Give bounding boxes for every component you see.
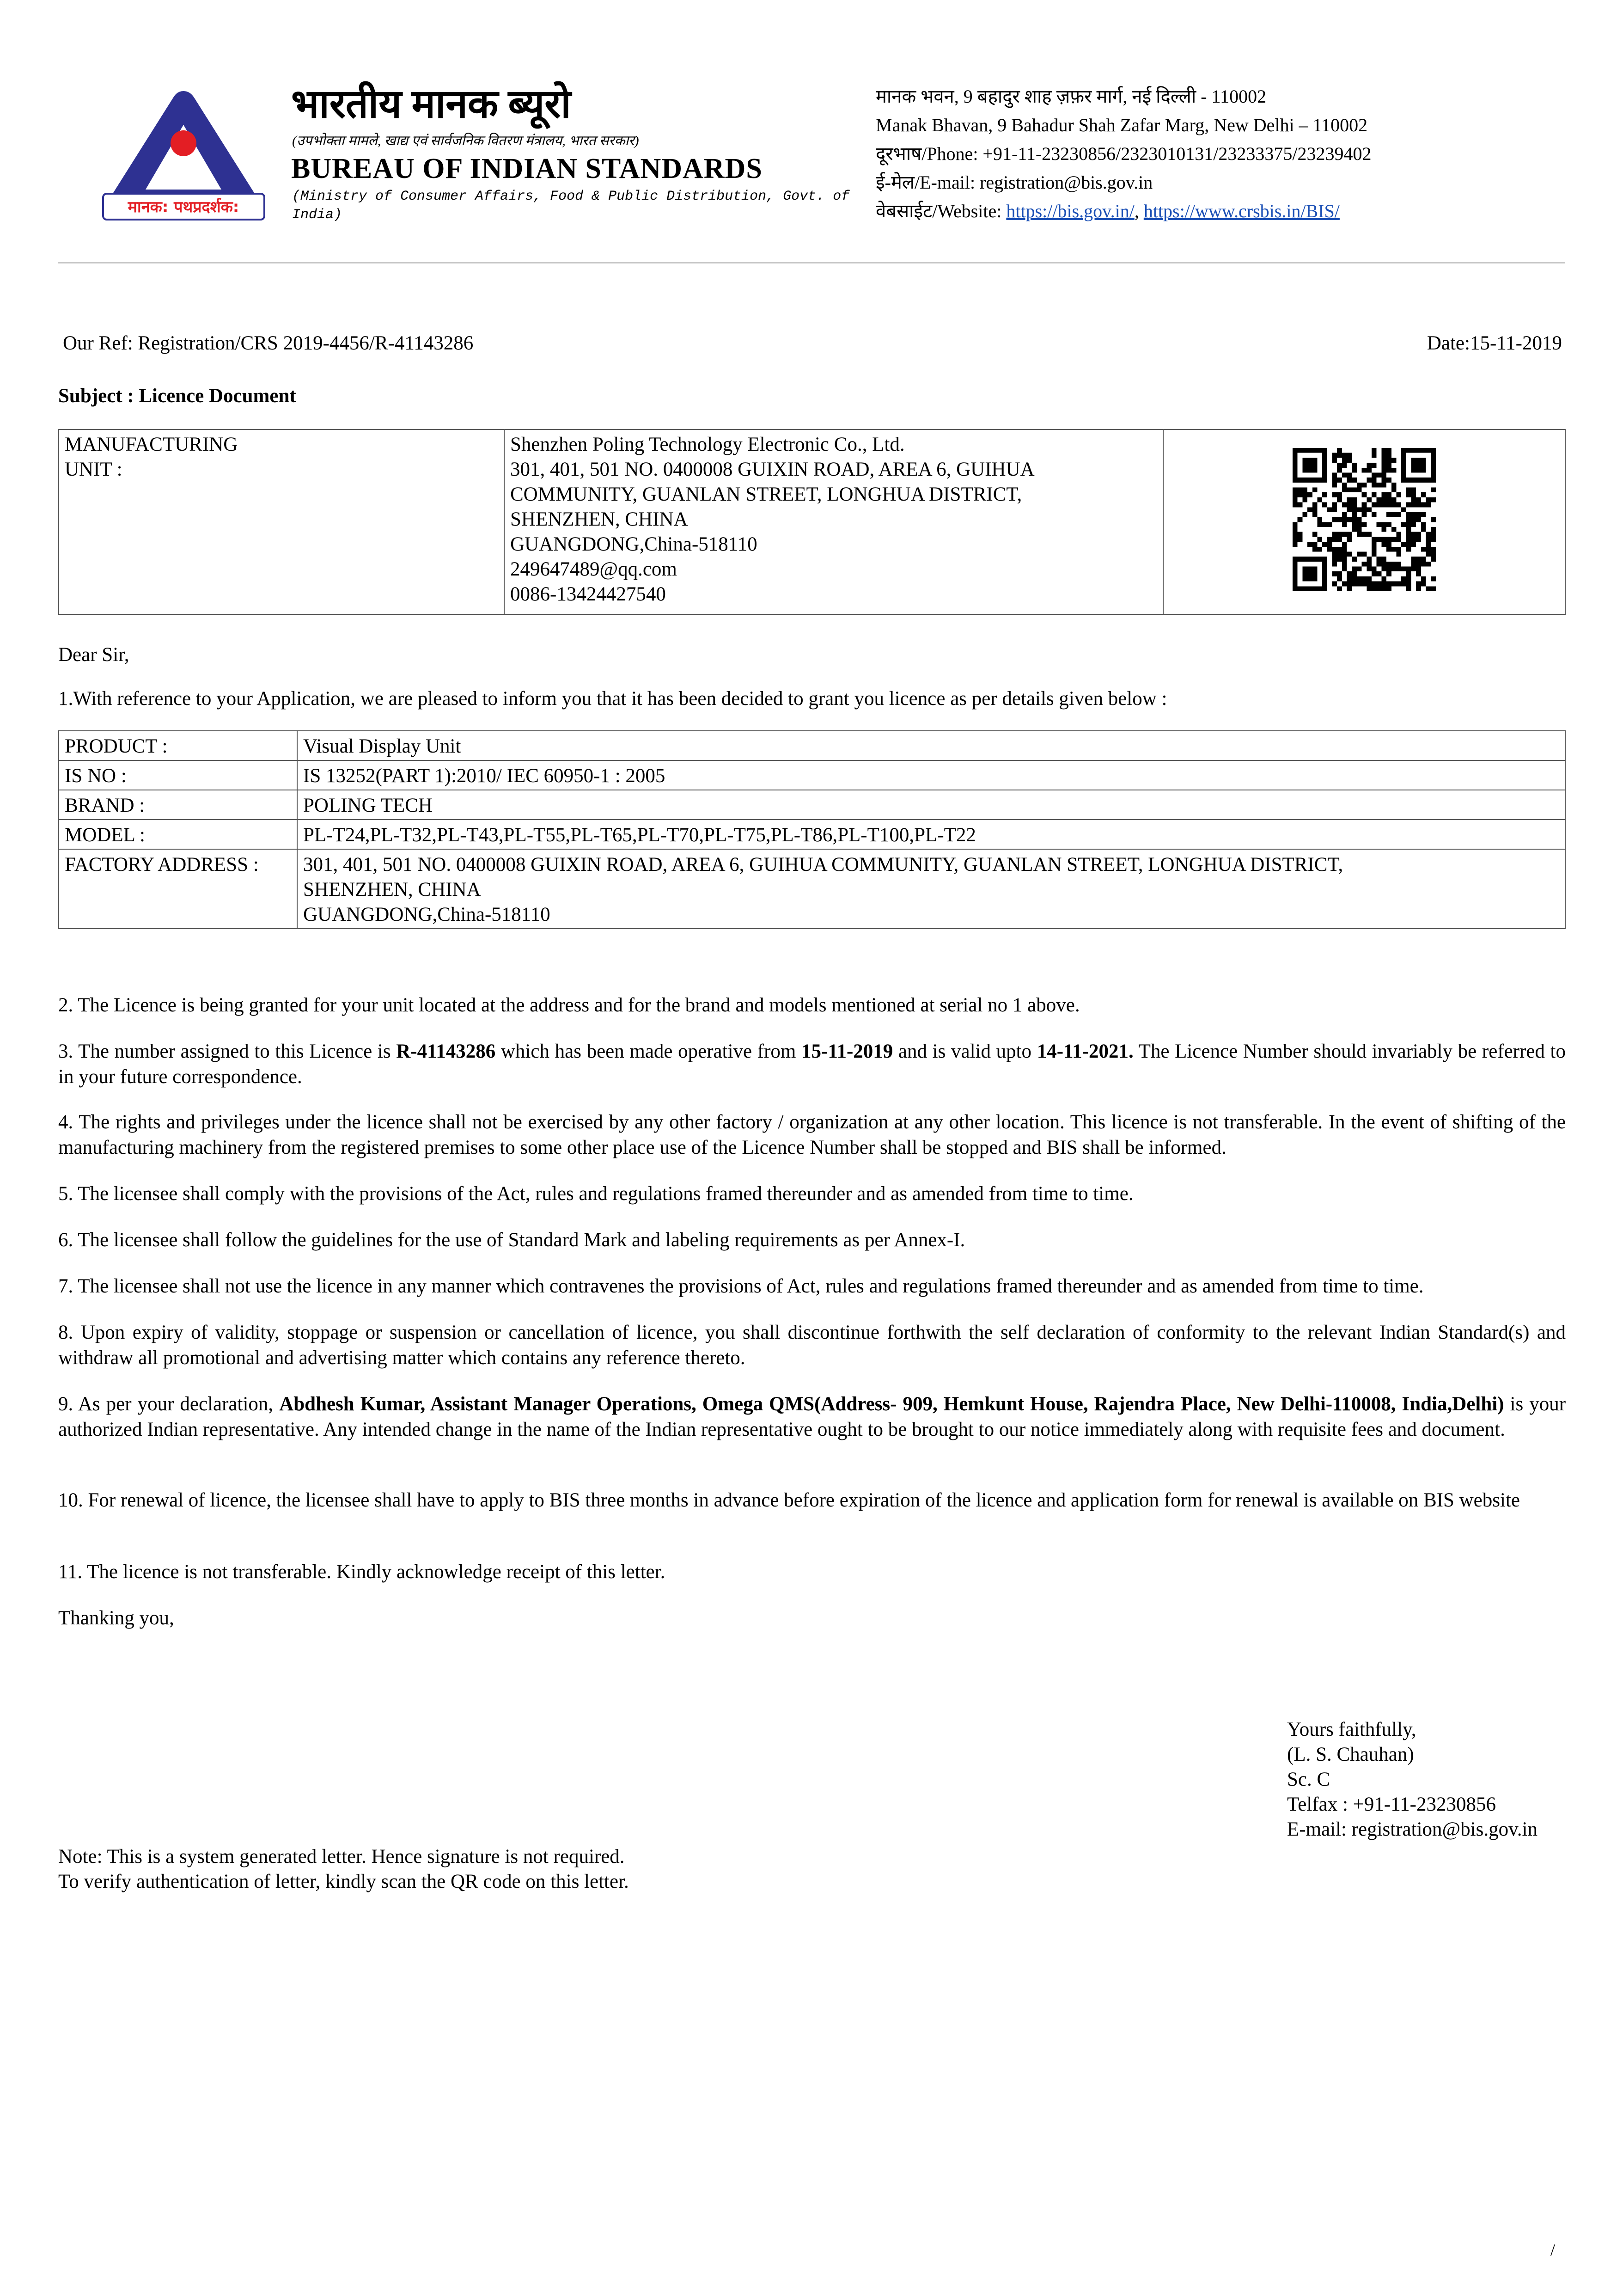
p9-text: is your authorized Indian representative. Any intended change in the name of the Indian representative ought to be brought to our notice immediately along with requisite fees and document. xyxy=(58,1393,1566,1440)
paragraph-3 xyxy=(58,1039,1566,1090)
valid-from: 15-11-2019 xyxy=(801,1041,893,1062)
p3-text: and is valid upto xyxy=(893,1041,1037,1062)
manufacturing-unit-address xyxy=(504,429,1163,614)
header-divider xyxy=(58,262,1565,263)
signatory-name: (L. S. Chauhan) xyxy=(1287,1744,1414,1765)
model-value: PL-T24,PL-T32,PL-T43,PL-T55,PL-T65,PL-T70,PL-T75,PL-T86,PL-T100,PL-T22 xyxy=(297,820,1565,849)
valid-to: 14-11-2021. xyxy=(1037,1041,1134,1062)
ministry-hindi: (उपभोक्ता मामले, खाद्य एवं सार्वजनिक वितरण मंत्रालय, भारत सरकार) xyxy=(292,133,639,148)
model-label: MODEL : xyxy=(59,820,297,849)
org-name-hindi: भारतीय मानक ब्यूरो xyxy=(291,82,571,126)
thanking: Thanking you, xyxy=(58,1607,174,1629)
manufacturing-unit-label xyxy=(59,429,504,614)
table-row xyxy=(59,731,1565,760)
mu-label-line2: UNIT : xyxy=(65,459,122,480)
org-name-english: BUREAU OF INDIAN STANDARDS xyxy=(291,153,763,184)
table-row xyxy=(59,760,1565,790)
product-label: PRODUCT : xyxy=(59,731,297,760)
paragraph-9 xyxy=(58,1391,1566,1442)
table-row xyxy=(59,820,1565,849)
factory-line: GUANGDONG,China-518110 xyxy=(303,904,550,925)
note-block xyxy=(58,1844,629,1894)
closing-yours: Yours faithfully, xyxy=(1287,1719,1416,1740)
mu-address-line: SHENZHEN, CHINA xyxy=(510,508,688,530)
our-ref: Our Ref: Registration/CRS 2019-4456/R-41143286 xyxy=(63,332,474,354)
factory-line: SHENZHEN, CHINA xyxy=(303,879,481,900)
closing-block xyxy=(1287,1717,1538,1842)
qr-code-icon[interactable] xyxy=(1293,448,1436,591)
p3-text: The Licence Number should invariably be referred to in your future correspondence. xyxy=(58,1041,1566,1088)
paragraph-11: 11. The licence is not transferable. Kindly acknowledge receipt of this letter. xyxy=(58,1561,665,1583)
factory-address-value xyxy=(297,849,1565,929)
signatory-telfax: Telfax : +91-11-23230856 xyxy=(1287,1794,1496,1815)
bis-logo xyxy=(99,81,268,233)
brand-label: BRAND : xyxy=(59,790,297,820)
email-line: ई-मेल/E-mail: registration@bis.gov.in xyxy=(876,172,1153,193)
p9-text: 9. As per your declaration, xyxy=(58,1393,280,1415)
is-no-value: IS 13252(PART 1):2010/ IEC 60950-1 : 2005 xyxy=(297,760,1565,790)
is-no-label: IS NO : xyxy=(59,760,297,790)
address-english: Manak Bhavan, 9 Bahadur Shah Zafar Marg, New Delhi – 110002 xyxy=(876,115,1368,135)
product-details-table xyxy=(58,730,1566,929)
letter-date: Date:15-11-2019 xyxy=(1427,332,1562,354)
signatory-email: E-mail: registration@bis.gov.in xyxy=(1287,1818,1538,1840)
qr-cell xyxy=(1163,429,1565,614)
logo-tagline: मानक: पथप्रदर्शक: xyxy=(128,198,239,216)
paragraph-2: 2. The Licence is being granted for your unit located at the address and for the brand and models mentioned at serial no 1 above. xyxy=(58,994,1080,1016)
p3-text: which has been made operative from xyxy=(495,1041,801,1062)
indian-representative: Abdhesh Kumar, Assistant Manager Operations, Omega QMS(Address- 909, Hemkunt House, Rajendra Place, New Delhi-110008, India,Delhi) xyxy=(279,1393,1504,1415)
mu-address-line: COMMUNITY, GUANLAN STREET, LONGHUA DISTRICT, xyxy=(510,484,1022,505)
page-marker: / xyxy=(1550,2241,1556,2259)
salutation: Dear Sir, xyxy=(58,644,129,666)
note-line-2: To verify authentication of letter, kindly scan the QR code on this letter. xyxy=(58,1871,629,1892)
website-separator: , xyxy=(1134,201,1144,221)
p3-text: 3. The number assigned to this Licence is xyxy=(58,1041,397,1062)
mu-label-line1: MANUFACTURING xyxy=(65,434,238,455)
bis-logo-icon xyxy=(99,81,268,233)
mu-email: 249647489@qq.com xyxy=(510,558,677,580)
table-row xyxy=(59,790,1565,820)
paragraph-5: 5. The licensee shall comply with the provisions of the Act, rules and regulations framed thereunder and as amended from time to time. xyxy=(58,1183,1134,1205)
mu-company: Shenzhen Poling Technology Electronic Co., Ltd. xyxy=(510,434,905,455)
factory-address-label: FACTORY ADDRESS : xyxy=(59,849,297,929)
address-hindi: मानक भवन, 9 बहादुर शाह ज़फ़र मार्ग, नई दिल्ली - 110002 xyxy=(876,86,1267,107)
manufacturing-unit-table xyxy=(58,429,1566,615)
intro-paragraph: 1.With reference to your Application, we are pleased to inform you that it has been decided to grant you licence as per details given below : xyxy=(58,688,1167,710)
paragraph-4: 4. The rights and privileges under the licence shall not be exercised by any other factory / organization at any other location. This licence is not transferable. In the event of shifting of the manufacturing machinery from the registered premises to some other place use of the Licence Number shall be stopped and BIS shall be informed. xyxy=(58,1111,1566,1158)
factory-line: 301, 401, 501 NO. 0400008 GUIXIN ROAD, AREA 6, GUIHUA COMMUNITY, GUANLAN STREET, LONGHUA DISTRICT, xyxy=(303,854,1343,876)
contact-block xyxy=(876,82,1371,226)
paragraph-10: 10. For renewal of licence, the licensee shall have to apply to BIS three months in advance before expiration of the licence and application form for renewal is available on BIS website xyxy=(58,1489,1520,1511)
paragraph-6: 6. The licensee shall follow the guidelines for the use of Standard Mark and labeling requirements as per Annex-I. xyxy=(58,1229,965,1251)
paragraph-8: 8. Upon expiry of validity, stoppage or suspension or cancellation of licence, you shall discontinue forthwith the self declaration of conformity to the relevant Indian Standard(s) and withdraw all promotional and advertising matter which contains any reference thereto. xyxy=(58,1322,1566,1369)
ministry-english: (Ministry of Consumer Affairs, Food & Public Distribution, Govt. of India) xyxy=(292,189,850,223)
product-value: Visual Display Unit xyxy=(297,731,1565,760)
signatory-designation: Sc. C xyxy=(1287,1769,1330,1790)
table-row xyxy=(59,849,1565,929)
website-prefix: वेबसाईट/Website: xyxy=(876,201,1007,221)
licence-number: R-41143286 xyxy=(396,1041,496,1062)
phone-line: दूरभाष/Phone: +91-11-23230856/2323010131/23233375/23239402 xyxy=(876,143,1372,164)
paragraph-7: 7. The licensee shall not use the licence in any manner which contravenes the provisions of Act, rules and regulations framed thereunder and as amended from time to time. xyxy=(58,1275,1424,1297)
website-link-bis[interactable]: https://bis.gov.in/ xyxy=(1006,201,1135,221)
brand-value: POLING TECH xyxy=(297,790,1565,820)
subject: Subject : Licence Document xyxy=(58,385,296,407)
mu-phone: 0086-13424427540 xyxy=(510,583,666,605)
website-line xyxy=(876,197,1371,226)
note-line-1: Note: This is a system generated letter. Hence signature is not required. xyxy=(58,1846,625,1867)
website-link-crsbis[interactable]: https://www.crsbis.in/BIS/ xyxy=(1143,201,1340,221)
mu-address-line: 301, 401, 501 NO. 0400008 GUIXIN ROAD, AREA 6, GUIHUA xyxy=(510,459,1035,480)
mu-address-line: GUANGDONG,China-518110 xyxy=(510,533,757,555)
